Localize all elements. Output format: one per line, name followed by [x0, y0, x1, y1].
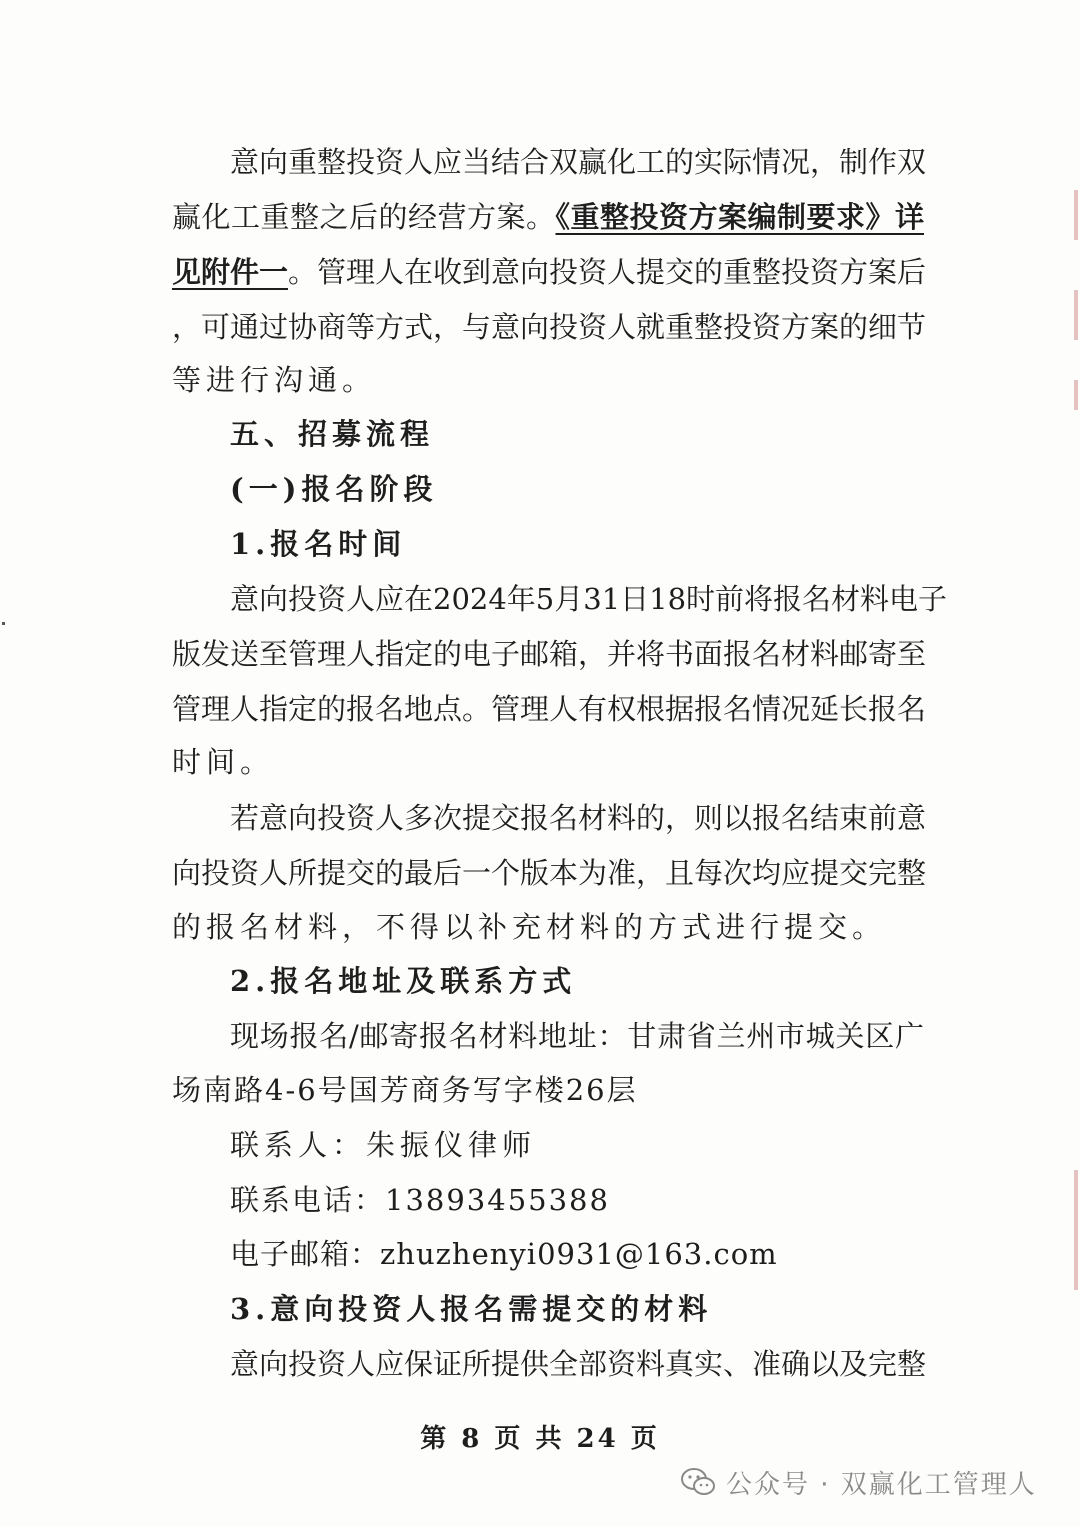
paragraph-line [172, 195, 924, 239]
watermark-text: 公众号 · 双赢化工管理人 [726, 1469, 1037, 1500]
contact-email: 电子邮箱：zhuzhenyi0931@163.com [230, 1237, 778, 1271]
seal-edge-mark [1074, 190, 1078, 240]
paragraph-line: 版发送至管理人指定的电子邮箱，并将书面报名材料邮寄至 [172, 637, 927, 671]
item-heading: 3.意向投资人报名需提交的材料 [230, 1292, 713, 1326]
seal-edge-mark [1074, 1170, 1078, 1290]
underlined-reference: 《重整投资方案编制要求》详 [555, 200, 924, 234]
address-line: 场南路4-6号国芳商务写字楼26层 [172, 1073, 638, 1107]
item-heading: 1.报名时间 [230, 527, 407, 561]
paragraph-line: 意向投资人应保证所提供全部资料真实、准确以及完整 [230, 1347, 927, 1381]
paragraph-line: 若意向投资人多次提交报名材料的，则以报名结束前意 [230, 801, 927, 835]
paragraph-line: 意向投资人应在2024年5月31日18时前将报名材料电子 [230, 582, 948, 616]
paragraph-line: 管理人指定的报名地点。管理人有权根据报名情况延长报名 [172, 692, 927, 726]
paragraph-line: 的报名材料，不得以补充材料的方式进行提交。 [172, 910, 887, 944]
wechat-icon [680, 1467, 716, 1497]
contact-person: 联系人：朱振仪律师 [230, 1128, 537, 1162]
seal-edge-mark [1074, 290, 1078, 340]
section-heading: 五、招募流程 [230, 417, 435, 451]
watermark [680, 1458, 1037, 1506]
underlined-reference: 见附件一 [172, 255, 289, 289]
paragraph-line: 等进行沟通。 [172, 363, 377, 397]
scan-mark [2, 622, 5, 625]
paragraph-line: 向投资人所提交的最后一个版本为准，且每次均应提交完整 [172, 856, 927, 890]
line-text: 赢化工重整之后的经营方案。 [172, 200, 556, 234]
item-heading: 2.报名地址及联系方式 [230, 964, 577, 998]
paragraph-line: 时间。 [172, 745, 275, 779]
subsection-heading: (一)报名阶段 [230, 472, 438, 506]
paragraph-line [172, 250, 927, 294]
page-number: 第 8 页 共 24 页 [420, 1424, 660, 1454]
address-line: 现场报名/邮寄报名材料地址：甘肃省兰州市城关区广 [230, 1019, 924, 1053]
seal-edge-mark [1074, 380, 1078, 410]
contact-phone: 联系电话：13893455388 [230, 1183, 610, 1217]
line-text: 。管理人在收到意向投资人提交的重整投资方案后 [288, 255, 927, 289]
paragraph-line: 意向重整投资人应当结合双赢化工的实际情况，制作双 [230, 145, 927, 179]
paragraph-line: ，可通过协商等方式，与意向投资人就重整投资方案的细节 [172, 310, 927, 344]
